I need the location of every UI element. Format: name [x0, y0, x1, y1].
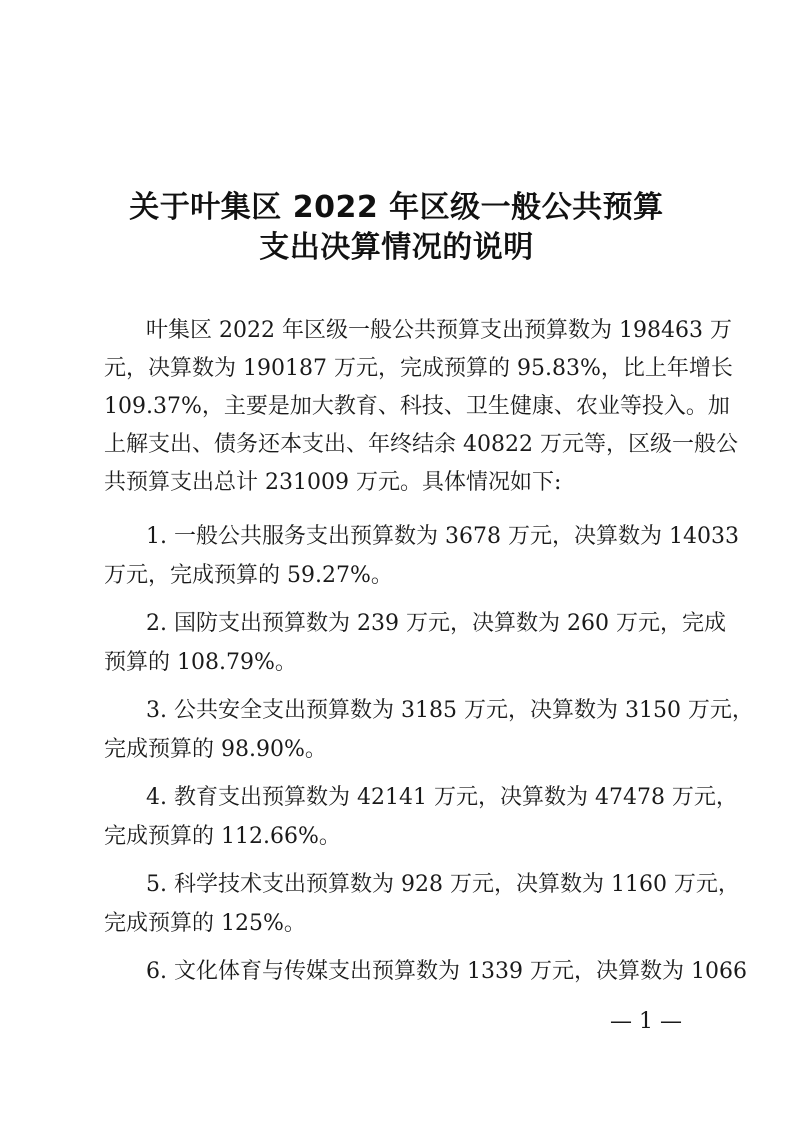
paragraph-line: 5. 科学技术支出预算数为 928 万元，决算数为 1160 万元， [146, 872, 740, 897]
paragraph-line: 6. 文化体育与传媒支出预算数为 1339 万元，决算数为 1066 [146, 959, 747, 984]
paragraph-line: 3. 公共安全支出预算数为 3185 万元，决算数为 3150 万元， [146, 698, 754, 723]
paragraph-line: 完成预算的 98.90%。 [104, 737, 327, 762]
paragraph-line: 元，决算数为 190187 万元，完成预算的 95.83%，比上年增长 [104, 356, 733, 381]
paragraph-line: 完成预算的 112.66%。 [104, 824, 341, 849]
paragraph-line: 共预算支出总计 231009 万元。具体情况如下: [104, 470, 562, 495]
document-title-line-1: 关于叶集区 2022 年区级一般公共预算 [129, 190, 664, 225]
paragraph-line: 2. 国防支出预算数为 239 万元，决算数为 260 万元，完成 [146, 611, 726, 636]
paragraph-line: 上解支出、债务还本支出、年终结余 40822 万元等，区级一般公 [104, 432, 738, 457]
paragraph-line: 叶集区 2022 年区级一般公共预算支出预算数为 198463 万 [146, 318, 732, 343]
paragraph-line: 完成预算的 125%。 [104, 911, 306, 936]
paragraph-line: 109.37%，主要是加大教育、科技、卫生健康、农业等投入。加 [104, 394, 730, 419]
document-title-line-2: 支出决算情况的说明 [259, 230, 534, 265]
paragraph-line: 4. 教育支出预算数为 42141 万元，决算数为 47478 万元， [146, 785, 738, 810]
paragraph-line: 预算的 108.79%。 [104, 650, 297, 675]
paragraph-line: 万元，完成预算的 59.27%。 [104, 563, 393, 588]
paragraph-line: 1. 一般公共服务支出预算数为 3678 万元，决算数为 14033 [146, 524, 739, 549]
page-number: — 1 — [610, 1009, 682, 1034]
